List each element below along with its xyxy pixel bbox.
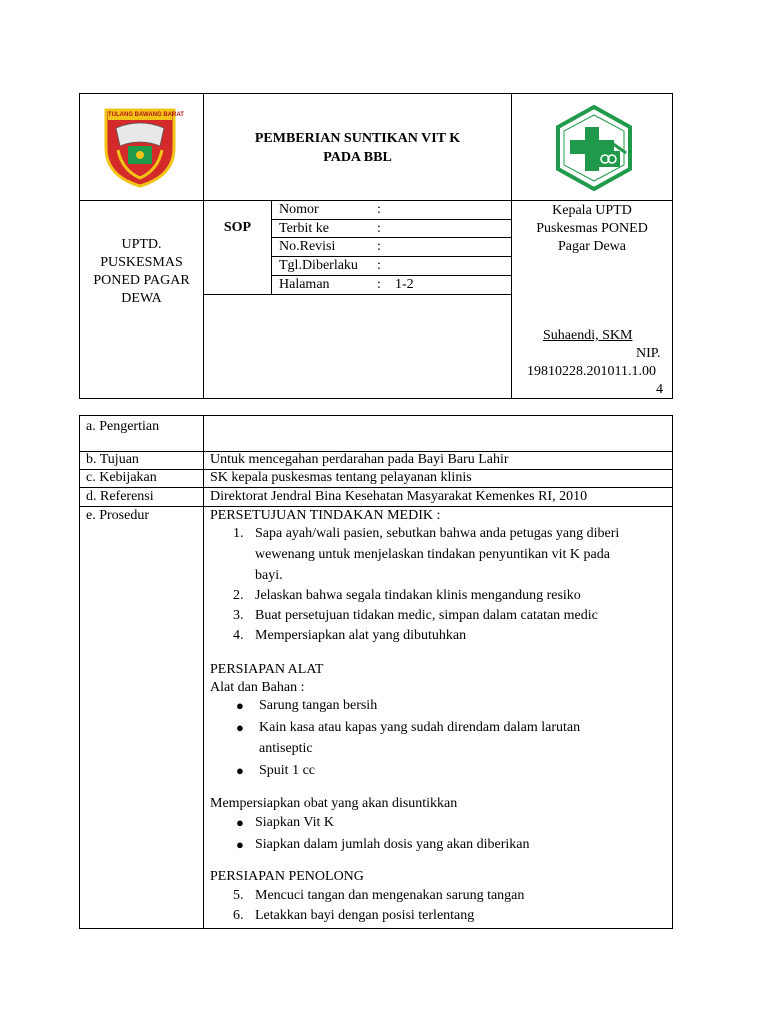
field-terbit-label: Terbit ke <box>279 221 329 236</box>
kebijakan-label: c. Kebijakan <box>86 470 157 485</box>
field-nomor-label: Nomor <box>279 202 319 217</box>
kebijakan-text: SK kepala puskesmas tentang pelayanan klinis <box>210 470 472 485</box>
regency-logo <box>102 106 184 188</box>
field-halaman-value: 1-2 <box>395 277 414 292</box>
nip-label: NIP. <box>636 346 661 361</box>
puskesmas-logo <box>556 105 632 191</box>
prosedur-label: e. Prosedur <box>86 508 149 523</box>
bullet-icon: ● <box>236 815 244 830</box>
list-number: 2. <box>233 588 244 603</box>
field-tgl-label: Tgl.Diberlaku <box>279 258 358 273</box>
list-item: Jelaskan bahwa segala tindakan klinis mengandung resiko <box>255 588 581 603</box>
list-item: Sapa ayah/wali pasien, sebutkan bahwa anda petugas yang diberi <box>255 526 620 541</box>
bullet-icon: ● <box>236 763 244 778</box>
section-obat-title: Mempersiapkan obat yang akan disuntikkan <box>210 796 458 811</box>
list-number: 5. <box>233 888 244 903</box>
list-item: Mencuci tangan dan mengenakan sarung tangan <box>255 888 525 903</box>
field-revisi-label: No.Revisi <box>279 239 336 254</box>
list-item: Siapkan dalam jumlah dosis yang akan diberikan <box>255 837 530 852</box>
referensi-label: d. Referensi <box>86 489 154 504</box>
list-item: Kain kasa atau kapas yang sudah direndam dalam larutan <box>259 720 581 735</box>
sop-label: SOP <box>223 220 252 235</box>
list-item: Siapkan Vit K <box>255 815 335 830</box>
list-item: Spuit 1 cc <box>259 763 315 778</box>
nip-tail: 4 <box>656 382 663 397</box>
section-penolong-title: PERSIAPAN PENOLONG <box>210 869 364 884</box>
logo-banner-text: TULANG BAWANG BARAT <box>108 112 184 118</box>
signer-name: Suhaendi, SKM <box>543 328 633 343</box>
list-item: Letakkan bayi dengan posisi terlentang <box>255 908 475 923</box>
list-number: 1. <box>233 526 244 541</box>
field-halaman-label: Halaman <box>279 277 330 292</box>
tujuan-text: Untuk mencegahan perdarahan pada Bayi Baru Lahir <box>210 452 509 467</box>
referensi-text: Direktorat Jendral Bina Kesehatan Masyarakat Kemenkes RI, 2010 <box>210 489 588 504</box>
document-title-line2: PADA BBL <box>323 150 392 165</box>
bullet-icon: ● <box>236 698 244 713</box>
list-item: Mempersiapkan alat yang dibutuhkan <box>255 628 467 643</box>
section-persiapan-alat-sub: Alat dan Bahan : <box>210 680 305 695</box>
section-persetujuan-title: PERSETUJUAN TINDAKAN MEDIK : <box>210 508 441 523</box>
list-item: Buat persetujuan tidakan medic, simpan dalam catatan medic <box>255 608 598 623</box>
list-number: 6. <box>233 908 244 923</box>
list-item: Sarung tangan bersih <box>259 698 378 713</box>
list-number: 4. <box>233 628 244 643</box>
tujuan-label: b. Tujuan <box>86 452 139 467</box>
bullet-icon: ● <box>236 720 244 735</box>
bullet-icon: ● <box>236 837 244 852</box>
list-number: 3. <box>233 608 244 623</box>
section-persiapan-alat-title: PERSIAPAN ALAT <box>210 662 324 677</box>
pengertian-label: a. Pengertian <box>86 419 160 434</box>
nip-number: 19810228.201011.1.00 <box>527 364 656 379</box>
document-title-line1: PEMBERIAN SUNTIKAN VIT K <box>254 131 461 146</box>
